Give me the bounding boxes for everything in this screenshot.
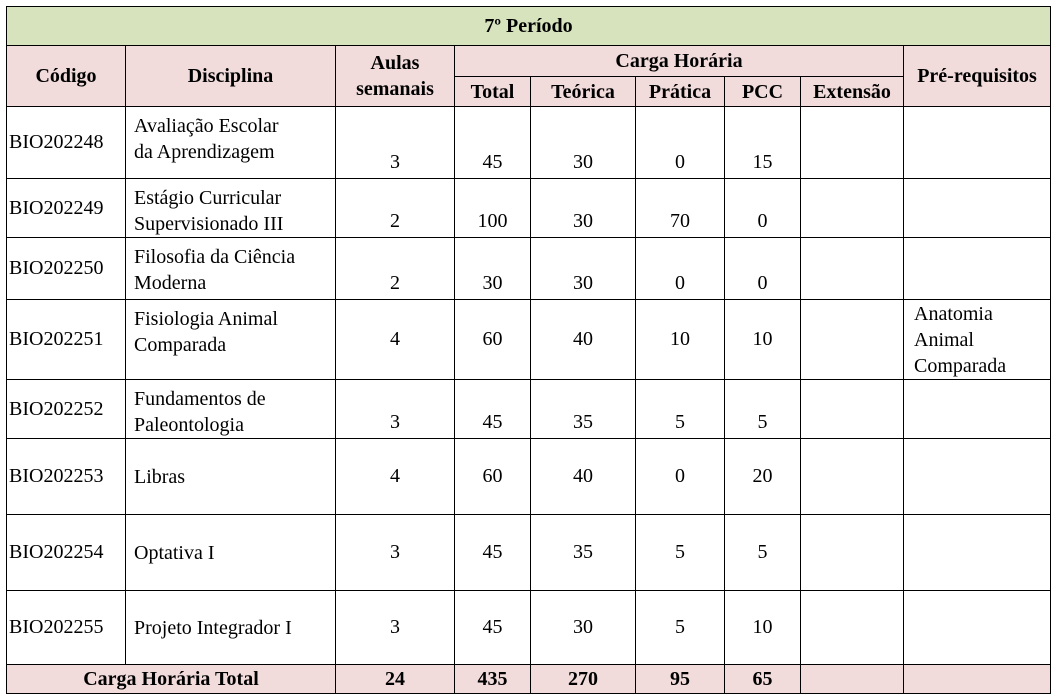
cell-aulas: 3 bbox=[336, 591, 455, 665]
cell-extensao bbox=[801, 515, 904, 591]
cell-total: 45 bbox=[455, 515, 531, 591]
cell-disciplina bbox=[126, 107, 336, 179]
cell-teorica: 30 bbox=[531, 179, 636, 238]
totals-label: Carga Horária Total bbox=[7, 665, 336, 694]
cell-extensao bbox=[801, 380, 904, 439]
cell-total: 45 bbox=[455, 591, 531, 665]
cell-teorica: 30 bbox=[531, 238, 636, 300]
cell-total: 30 bbox=[455, 238, 531, 300]
disciplina-line: Estágio Curricular bbox=[134, 187, 282, 209]
cell-prerequisitos bbox=[904, 439, 1051, 515]
table-row bbox=[7, 515, 1051, 591]
cell-teorica: 35 bbox=[531, 380, 636, 439]
cell-pratica: 0 bbox=[636, 439, 725, 515]
cell-total: 60 bbox=[455, 439, 531, 515]
cell-disciplina bbox=[126, 591, 336, 665]
table-title: 7º Período bbox=[7, 7, 1051, 46]
table-row bbox=[7, 107, 1051, 179]
cell-total: 60 bbox=[455, 300, 531, 380]
cell-pcc: 5 bbox=[725, 380, 801, 439]
cell-prerequisitos bbox=[904, 515, 1051, 591]
cell-prerequisitos bbox=[904, 107, 1051, 179]
totals-extensao bbox=[801, 665, 904, 694]
header-prerequisitos: Pré-requisitos bbox=[904, 46, 1051, 107]
cell-teorica: 35 bbox=[531, 515, 636, 591]
header-pcc: PCC bbox=[725, 77, 801, 107]
header-extensao: Extensão bbox=[801, 77, 904, 107]
cell-codigo: BIO202253 bbox=[7, 439, 126, 515]
cell-pcc: 10 bbox=[725, 300, 801, 380]
cell-disciplina bbox=[126, 380, 336, 439]
table-body bbox=[7, 107, 1051, 665]
totals-pcc: 65 bbox=[725, 665, 801, 694]
totals-teorica: 270 bbox=[531, 665, 636, 694]
cell-codigo: BIO202255 bbox=[7, 591, 126, 665]
totals-row bbox=[7, 665, 1051, 694]
header-codigo: Código bbox=[7, 46, 126, 107]
cell-extensao bbox=[801, 107, 904, 179]
cell-pratica: 5 bbox=[636, 515, 725, 591]
prereq-line: Anatomia bbox=[914, 302, 993, 325]
disciplina-line: Avaliação Escolar bbox=[134, 115, 279, 137]
table-row bbox=[7, 300, 1051, 380]
cell-prerequisitos bbox=[904, 179, 1051, 238]
cell-teorica: 30 bbox=[531, 591, 636, 665]
cell-codigo: BIO202254 bbox=[7, 515, 126, 591]
cell-extensao bbox=[801, 300, 904, 380]
disciplina-line: da Aprendizagem bbox=[134, 141, 275, 163]
cell-disciplina bbox=[126, 439, 336, 515]
disciplina-line: Libras bbox=[134, 465, 186, 488]
cell-pcc: 0 bbox=[725, 238, 801, 300]
header-total: Total bbox=[455, 77, 531, 107]
disciplina-line: Optativa I bbox=[134, 541, 215, 564]
cell-aulas: 4 bbox=[336, 300, 455, 380]
cell-total: 45 bbox=[455, 107, 531, 179]
cell-codigo: BIO202248 bbox=[7, 107, 126, 179]
cell-aulas: 3 bbox=[336, 515, 455, 591]
cell-teorica: 30 bbox=[531, 107, 636, 179]
cell-aulas: 2 bbox=[336, 238, 455, 300]
cell-codigo: BIO202252 bbox=[7, 380, 126, 439]
table-row bbox=[7, 179, 1051, 238]
cell-extensao bbox=[801, 238, 904, 300]
cell-pratica: 10 bbox=[636, 300, 725, 380]
cell-teorica: 40 bbox=[531, 300, 636, 380]
header-disciplina: Disciplina bbox=[126, 46, 336, 107]
totals-pratica: 95 bbox=[636, 665, 725, 694]
totals-total: 435 bbox=[455, 665, 531, 694]
disciplina-line: Fundamentos de bbox=[134, 388, 266, 410]
cell-pcc: 15 bbox=[725, 107, 801, 179]
cell-pcc: 0 bbox=[725, 179, 801, 238]
cell-prerequisitos bbox=[904, 300, 1051, 380]
cell-pcc: 10 bbox=[725, 591, 801, 665]
header-aulas: Aulas semanais bbox=[336, 46, 455, 107]
table-row bbox=[7, 591, 1051, 665]
disciplina-line: Supervisionado III bbox=[134, 213, 284, 235]
header-carga-horaria: Carga Horária bbox=[455, 46, 904, 77]
cell-pratica: 5 bbox=[636, 591, 725, 665]
cell-disciplina bbox=[126, 238, 336, 300]
cell-pratica: 70 bbox=[636, 179, 725, 238]
header-teorica: Teórica bbox=[531, 77, 636, 107]
disciplina-line: Fisiologia Animal bbox=[134, 308, 278, 330]
totals-aulas: 24 bbox=[336, 665, 455, 694]
cell-pratica: 0 bbox=[636, 107, 725, 179]
cell-extensao bbox=[801, 439, 904, 515]
table-row bbox=[7, 439, 1051, 515]
cell-pcc: 20 bbox=[725, 439, 801, 515]
cell-disciplina bbox=[126, 300, 336, 380]
disciplina-line: Comparada bbox=[134, 334, 227, 356]
cell-extensao bbox=[801, 591, 904, 665]
cell-total: 100 bbox=[455, 179, 531, 238]
table-row bbox=[7, 238, 1051, 300]
cell-prerequisitos bbox=[904, 238, 1051, 300]
cell-teorica: 40 bbox=[531, 439, 636, 515]
cell-disciplina bbox=[126, 515, 336, 591]
cell-codigo: BIO202249 bbox=[7, 179, 126, 238]
cell-prerequisitos bbox=[904, 380, 1051, 439]
cell-codigo: BIO202251 bbox=[7, 300, 126, 380]
prereq-line: Animal bbox=[914, 328, 974, 351]
curriculum-table bbox=[6, 6, 1051, 694]
table-row bbox=[7, 380, 1051, 439]
header-pratica: Prática bbox=[636, 77, 725, 107]
cell-extensao bbox=[801, 179, 904, 238]
cell-pratica: 0 bbox=[636, 238, 725, 300]
cell-total: 45 bbox=[455, 380, 531, 439]
cell-disciplina bbox=[126, 179, 336, 238]
cell-aulas: 3 bbox=[336, 380, 455, 439]
disciplina-line: Projeto Integrador I bbox=[134, 616, 292, 639]
cell-pcc: 5 bbox=[725, 515, 801, 591]
disciplina-line: Paleontologia bbox=[134, 414, 244, 436]
cell-codigo: BIO202250 bbox=[7, 238, 126, 300]
totals-prereq bbox=[904, 665, 1051, 694]
cell-aulas: 4 bbox=[336, 439, 455, 515]
cell-prerequisitos bbox=[904, 591, 1051, 665]
disciplina-line: Filosofia da Ciência bbox=[134, 246, 296, 268]
cell-aulas: 3 bbox=[336, 107, 455, 179]
cell-aulas: 2 bbox=[336, 179, 455, 238]
disciplina-line: Moderna bbox=[134, 272, 207, 294]
prereq-line: Comparada bbox=[914, 354, 1007, 377]
cell-pratica: 5 bbox=[636, 380, 725, 439]
